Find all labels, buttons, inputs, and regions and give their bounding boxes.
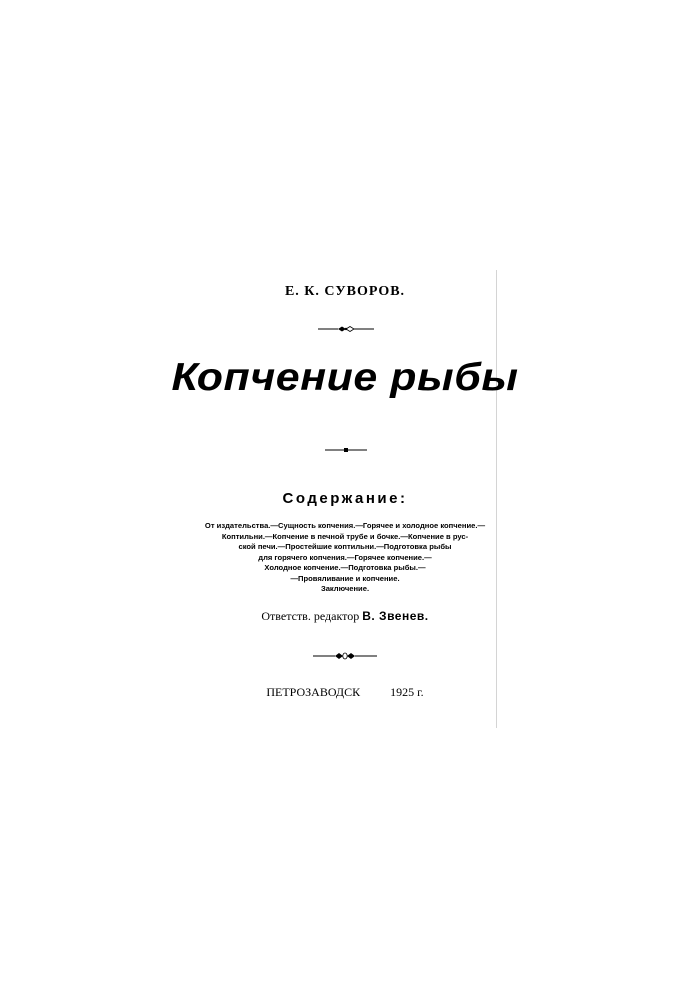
contents-line: Заключение. [320,584,370,593]
imprint-city: ПЕТРОЗАВОДСК [266,685,361,699]
contents-line: —Провяливание и копчение. [290,573,400,583]
imprint-year: 1925 г. [390,685,424,699]
contents-line: Холодное копчение.—Подготовка рыбы.— [264,563,426,572]
editor-credit [160,609,530,624]
contents-line: Коптильни.—Копчение в печной трубе и бочке.—Копчение в рус- [221,531,469,541]
editor-label: Ответств. редактор [261,609,360,623]
floral-rule-icon [318,325,374,333]
book-title: Копчение рыбы [171,356,519,399]
contents-line: для горячего копчения.—Горячее копчение.— [258,552,432,562]
plain-rule-icon [325,447,367,453]
imprint [160,685,530,700]
contents-heading: Содержание: [282,490,408,507]
contents-line: ской печи.—Простейшие коптильни.—Подготовка рыбы [238,542,452,551]
editor-name: В. Звенев. [362,609,429,623]
author-name: Е. К. СУВОРОВ. [284,284,406,299]
floral-rule-icon [313,651,377,661]
contents-line: От издательства.—Сущность копчения.—Горячее и холодное копчение.— [204,521,486,530]
